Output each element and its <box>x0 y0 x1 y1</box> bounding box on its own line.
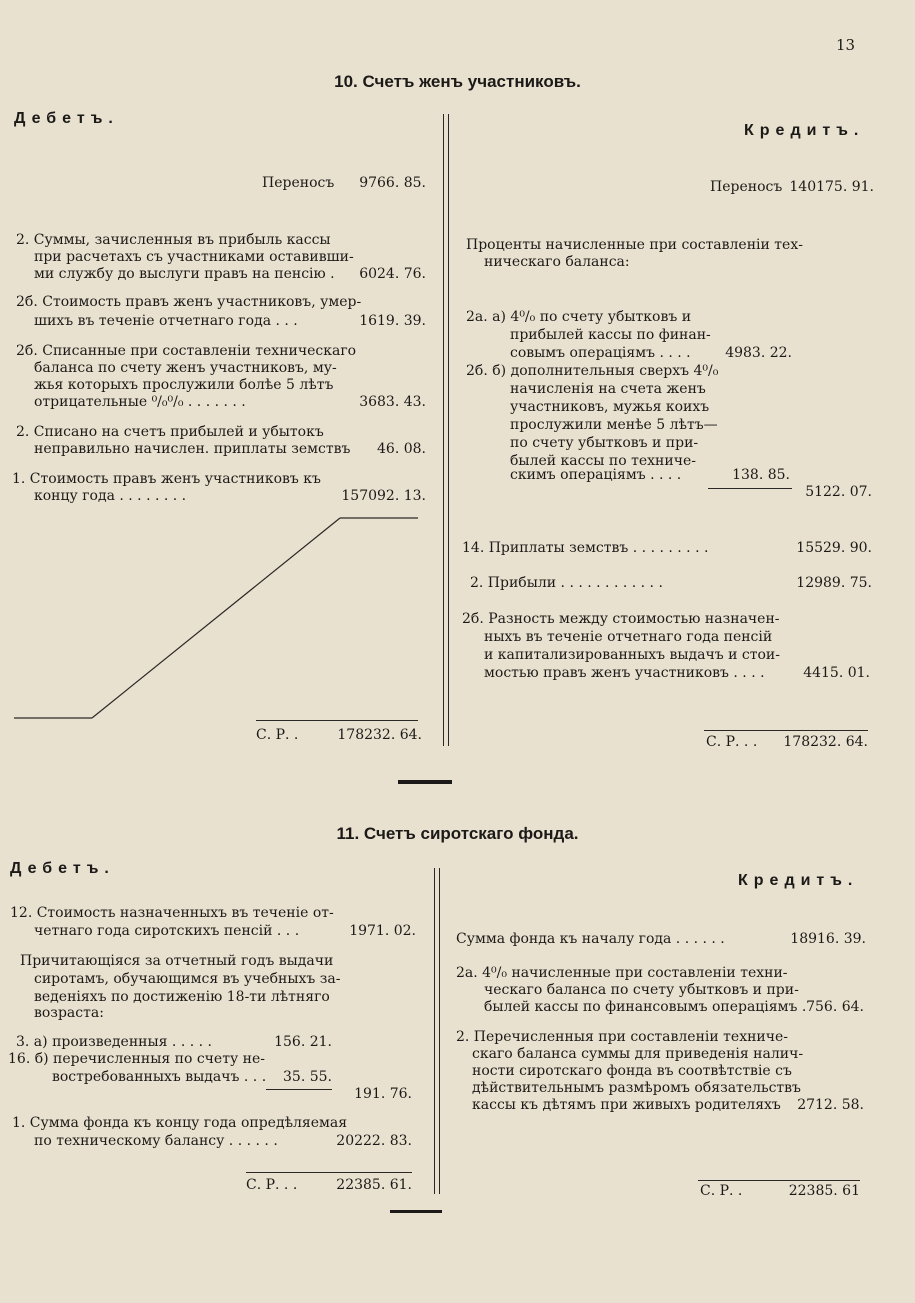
s11-credit-start-value: 18916. 39. <box>790 931 866 947</box>
s10-debit-item4-line2: неправильно начислен. приплаты земствъ <box>34 441 351 457</box>
s10-credit-a-value: 4983. 22. <box>725 345 792 361</box>
s10-debit-item3-line1: 2б. Списанные при составленіи техническаго <box>16 343 357 359</box>
s10-credit-item2-value: 12989. 75. <box>796 575 872 591</box>
s11-divider-right <box>439 868 440 1194</box>
s10-credit-intro-line2: ническаго баланса: <box>484 254 630 270</box>
s11-credit-header: Кредитъ. <box>738 872 859 889</box>
s11-debit-item12-line2: четнаго года сиротскихъ пенсій . . . <box>34 923 300 939</box>
s11-credit-item2a-line2: ческаго баланса по счету убытковъ и при- <box>484 982 799 998</box>
s11-debit-payout-a-value: 156. 21. <box>274 1034 332 1050</box>
s11-credit-item2-line4: дѣйствительнымъ размѣромъ обязательствъ <box>472 1080 801 1096</box>
s10-credit-item2b-value: 4415. 01. <box>803 665 870 681</box>
s10-credit-total-label: С. Р. . . <box>706 734 758 750</box>
s10-credit-ab-sum: 5122. 07. <box>805 484 872 500</box>
s11-debit-total-rule <box>246 1172 412 1173</box>
s11-debit-payout-line1: Причитающіяся за отчетный годъ выдачи <box>20 953 334 969</box>
page-number: 13 <box>836 36 856 54</box>
s10-debit-item3-line3: жья которыхъ прослужили болѣе 5 лѣтъ <box>34 377 334 393</box>
s11-credit-start-label: Сумма фонда къ началу года . . . . . . <box>456 931 725 947</box>
s11-debit-payout-rule <box>266 1089 332 1090</box>
s10-credit-item14-label: 14. Приплаты земствъ . . . . . . . . . <box>462 540 709 556</box>
s11-debit-total-value: 22385. 61. <box>336 1177 412 1193</box>
s11-credit-total-label: С. Р. . <box>700 1183 743 1199</box>
s10-credit-item2b-line4: мостью правъ женъ участниковъ . . . . <box>484 665 765 681</box>
s11-debit-payout-a-label: 3. а) произведенныя . . . . . <box>16 1034 212 1050</box>
s10-credit-b-line2: начисленія на счета женъ <box>510 381 706 397</box>
s10-debit-item1-value: 6024. 76. <box>359 266 426 282</box>
s10-credit-a-line2: прибылей кассы по финан- <box>510 327 711 343</box>
s10-credit-item2b-line2: ныхъ въ теченіе отчетнаго года пенсій <box>484 629 773 645</box>
s10-debit-item4-value: 46. 08. <box>377 441 426 457</box>
s10-debit-carry-value: 9766. 85. <box>359 175 426 191</box>
s10-debit-filler-line <box>0 510 440 725</box>
s11-credit-item2a-line3: былей кассы по финансовымъ операціямъ . <box>484 999 807 1015</box>
s11-debit-item1-value: 20222. 83. <box>336 1133 412 1149</box>
s10-debit-carry-label: Переносъ <box>262 175 335 191</box>
s10-credit-b-value: 138. 85. <box>732 467 790 483</box>
section-11-title: 11. Счетъ сиротскаго фонда. <box>336 824 579 843</box>
s10-divider-right <box>448 114 449 746</box>
s10-credit-intro-line1: Проценты начисленные при составленіи тех- <box>466 237 803 253</box>
s11-debit-payout-b-value: 35. 55. <box>283 1069 332 1085</box>
s10-credit-b-line4: прослужили менѣе 5 лѣтъ— <box>510 417 718 433</box>
s10-debit-item3-value: 3683. 43. <box>359 394 426 410</box>
s11-debit-payout-line3: веденіяхъ по достиженію 18-ти лѣтняго <box>34 989 330 1005</box>
bottom-separator <box>390 1210 442 1213</box>
s11-credit-total-rule <box>698 1180 860 1181</box>
s10-debit-item3-line4: отрицательные ⁰/₀⁰/₀ . . . . . . . <box>34 394 246 410</box>
section-10-title: 10. Счетъ женъ участниковъ. <box>334 72 581 91</box>
s11-debit-item1-line1: 1. Сумма фонда къ концу года опредѣляемая <box>12 1115 348 1131</box>
s10-credit-b-line7: скимъ операціямъ . . . . <box>510 467 682 483</box>
s11-debit-payout-line4: возраста: <box>34 1005 104 1021</box>
s10-debit-item2-value: 1619. 39. <box>359 313 426 329</box>
s10-credit-header: Кредитъ. <box>744 122 865 139</box>
s10-credit-carry-label: Переносъ <box>710 179 783 195</box>
s10-debit-total-label: С. Р. . <box>256 727 299 743</box>
s10-credit-b-line5: по счету убытковъ и при- <box>510 435 699 451</box>
s10-debit-item5-value: 157092. 13. <box>341 488 426 504</box>
s11-credit-total-value: 22385. 61 <box>788 1183 860 1199</box>
s10-debit-item1-line3: ми службу до выслуги правъ на пенсію . <box>34 266 335 282</box>
s11-credit-item2-line3: ности сиротскаго фонда въ соотвѣтствіе съ <box>472 1063 792 1079</box>
s10-credit-item14-value: 15529. 90. <box>796 540 872 556</box>
s11-divider-left <box>434 868 435 1194</box>
s11-debit-payout-b-line1: 16. б) перечисленныя по счету не- <box>8 1051 265 1067</box>
s10-credit-b-line3: участниковъ, мужья коихъ <box>510 399 710 415</box>
s10-debit-item1-line1: 2. Суммы, зачисленныя въ прибыль кассы <box>16 232 331 248</box>
s11-debit-item1-line2: по техническому балансу . . . . . . <box>34 1133 278 1149</box>
s11-credit-item2-line1: 2. Перечисленныя при составленіи техниче- <box>456 1029 789 1045</box>
s11-credit-item2-line5: кассы къ дѣтямъ при живыхъ родителяхъ <box>472 1097 781 1113</box>
s10-debit-item5-line1: 1. Стоимость правъ женъ участниковъ къ <box>12 471 321 487</box>
s10-credit-item2b-line3: и капитализированныхъ выдачъ и стои- <box>484 647 780 663</box>
s11-debit-payout-sum: 191. 76. <box>354 1086 412 1102</box>
s10-credit-total-value: 178232. 64. <box>783 734 868 750</box>
s11-debit-payout-line2: сиротамъ, обучающимся въ учебныхъ за- <box>34 971 341 987</box>
s10-debit-item1-line2: при расчетахъ съ участниками оставивши- <box>34 249 354 265</box>
s10-debit-item3-line2: баланса по счету женъ участниковъ, му- <box>34 360 337 376</box>
s11-debit-item12-line1: 12. Стоимость назначенныхъ въ теченіе от- <box>10 905 334 921</box>
s11-debit-payout-b-line2: востребованныхъ выдачъ . . . <box>52 1069 267 1085</box>
s10-debit-item2-line2: шихъ въ теченіе отчетнаго года . . . <box>34 313 298 329</box>
s11-credit-item2a-value: 756. 64. <box>806 999 864 1015</box>
section-separator <box>398 780 452 784</box>
s10-credit-item2b-line1: 2б. Разность между стоимостью назначен- <box>462 611 780 627</box>
s10-debit-item5-line2: концу года . . . . . . . . <box>34 488 187 504</box>
s11-credit-item2a-line1: 2а. 4⁰/₀ начисленные при составленіи техни- <box>456 965 788 981</box>
s10-debit-total-rule <box>256 720 418 721</box>
s10-credit-b-line1: 2б. б) дополнительныя сверхъ 4⁰/₀ <box>466 363 719 379</box>
s10-debit-total-value: 178232. 64. <box>337 727 422 743</box>
s11-debit-header: Дебетъ. <box>10 860 115 877</box>
s10-debit-header: Дебетъ. <box>14 110 119 127</box>
s10-debit-item4-line1: 2. Списано на счетъ прибылей и убытокъ <box>16 424 324 440</box>
s10-credit-a-line1: 2а. а) 4⁰/₀ по счету убытковъ и <box>466 309 692 325</box>
s10-debit-item2-line1: 2б. Стоимость правъ женъ участниковъ, умер- <box>16 294 362 310</box>
s10-credit-b-line6: былей кассы по техниче- <box>510 453 696 469</box>
s10-credit-carry-value: 140175. 91. <box>789 179 874 195</box>
s10-divider-left <box>443 114 444 746</box>
s10-credit-total-rule <box>704 730 868 731</box>
s11-credit-item2-value: 2712. 58. <box>797 1097 864 1113</box>
s11-credit-item2-line2: скаго баланса суммы для приведенія налич- <box>472 1046 804 1062</box>
s10-credit-item2-label: 2. Прибыли . . . . . . . . . . . . <box>470 575 663 591</box>
s11-debit-total-label: С. Р. . . <box>246 1177 298 1193</box>
s11-debit-item12-value: 1971. 02. <box>349 923 416 939</box>
s10-credit-a-line3: совымъ операціямъ . . . . <box>510 345 691 361</box>
